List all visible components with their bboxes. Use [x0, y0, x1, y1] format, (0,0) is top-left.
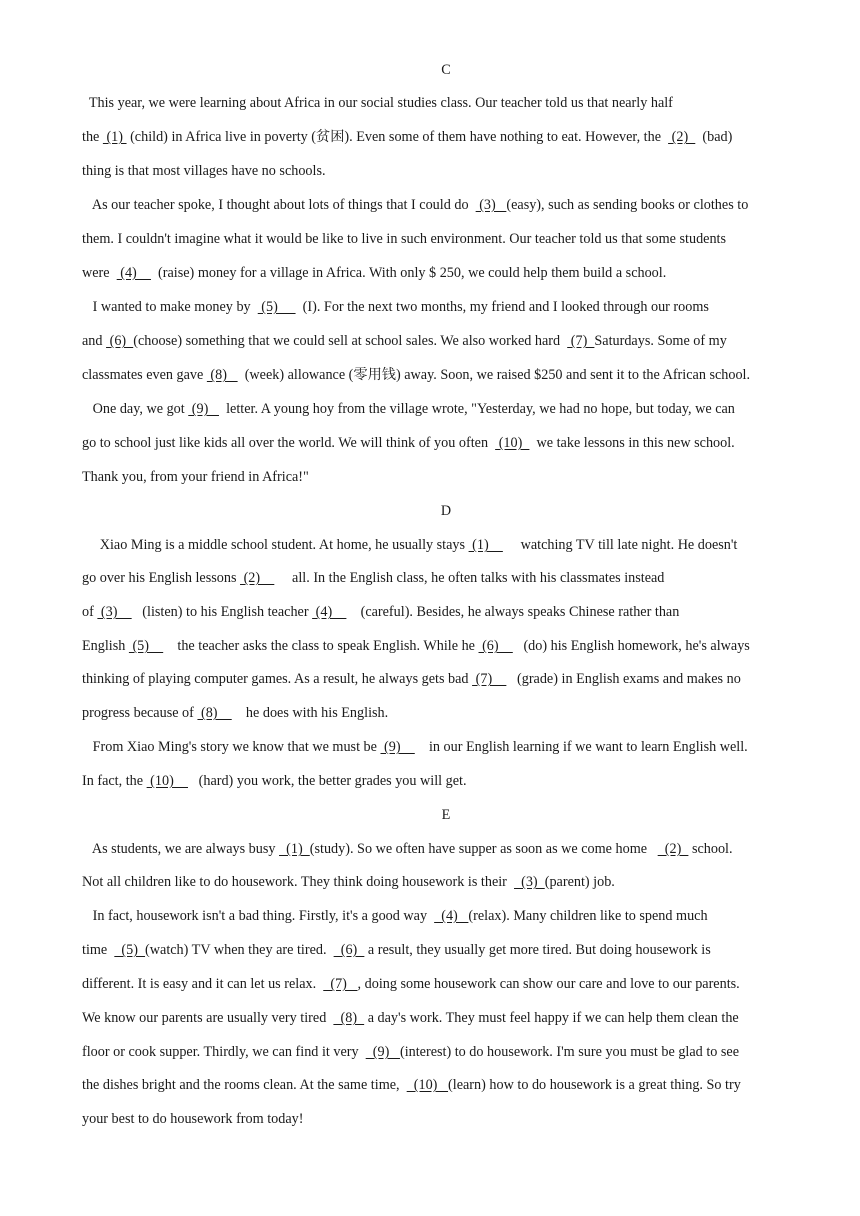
answer-blank: (1): [102, 129, 127, 145]
answer-blank: (5): [128, 638, 164, 654]
text-segment: (choose) something that we could sell at school sales. We also worked hard: [133, 333, 568, 349]
text-line: [82, 1109, 303, 1129]
text-segment: watching TV till late night. He doesn't: [502, 537, 738, 553]
text-segment: This year, we were learning about Africa in our social studies class. Our teacher told us that nearly half: [82, 95, 673, 111]
answer-blank: (1): [279, 841, 310, 857]
text-line: [82, 872, 615, 892]
answer-blank: (5): [114, 942, 146, 958]
text-line: [82, 940, 711, 960]
text-segment: the dishes bright and the rooms clean. At the same time,: [82, 1077, 407, 1093]
text-segment: (parent) job.: [544, 874, 615, 890]
text-segment: in our English learning if we want to learn English well.: [414, 739, 748, 755]
text-line: [82, 1075, 741, 1095]
text-segment: (I). For the next two months, my friend and I looked through our rooms: [295, 299, 709, 315]
text-segment: (grade) in English exams and makes no: [506, 671, 741, 687]
text-segment: We know our parents are usually very tired: [82, 1010, 334, 1026]
text-segment: he does with his English.: [231, 705, 389, 721]
text-segment: a day's work. They must feel happy if we can help them clean the: [364, 1010, 739, 1026]
text-segment: In fact, the: [82, 773, 147, 789]
text-line: [82, 906, 708, 926]
text-segment: a result, they usually get more tired. But doing housework is: [364, 942, 711, 958]
answer-blank: (3): [514, 874, 545, 890]
text-segment: your best to do housework from today!: [82, 1111, 304, 1127]
text-line: [82, 636, 750, 656]
text-segment: letter. A young hoy from the village wrote, "Yesterday, we had no hope, but today, we can: [218, 401, 735, 417]
text-line: [82, 1008, 739, 1028]
text-segment: Xiao Ming is a middle school student. At home, he usually stays: [82, 537, 469, 553]
text-segment: the teacher asks the class to speak English. While he: [163, 638, 479, 654]
text-segment: , doing some housework can show our care and love to our parents.: [357, 976, 740, 992]
text-segment: (bad): [695, 129, 733, 145]
answer-blank: (8): [197, 705, 232, 721]
answer-blank: (3): [97, 604, 132, 620]
text-line: [82, 737, 748, 757]
text-segment: classmates even gave: [82, 367, 207, 383]
section-heading: C: [441, 62, 451, 78]
answer-blank: (2): [657, 841, 689, 857]
text-line: [82, 839, 733, 859]
answer-blank: (4): [116, 265, 151, 281]
section-heading: D: [440, 503, 452, 519]
text-segment: them. I couldn't imagine what it would be like to live in such environment. Our teacher told us that some students: [82, 231, 727, 247]
text-segment: As students, we are always busy: [82, 841, 280, 857]
answer-blank: (9): [365, 1044, 400, 1060]
answer-blank: (1): [468, 537, 503, 553]
text-line: [82, 602, 679, 622]
text-segment: (raise) money for a village in Africa. With only $ 250, we could help them build a school.: [150, 265, 667, 281]
text-line: [82, 669, 741, 689]
answer-blank: (10): [146, 773, 188, 789]
text-segment: From Xiao Ming's story we know that we must be: [82, 739, 381, 755]
answer-blank: (9): [188, 401, 219, 417]
text-segment: and: [82, 333, 107, 349]
text-line: [82, 297, 709, 317]
answer-blank: (7): [472, 671, 507, 687]
section-heading: E: [441, 807, 451, 823]
answer-blank: (10): [495, 435, 530, 451]
text-segment: English: [82, 638, 129, 654]
text-segment: (study). So we often have supper as soon as we come home: [309, 841, 658, 857]
text-line: [82, 703, 388, 723]
text-segment: Saturdays. Some of my: [594, 333, 727, 349]
answer-blank: (10): [406, 1077, 449, 1093]
text-segment: time: [82, 942, 115, 958]
text-line: [82, 433, 735, 453]
text-segment: school.: [688, 841, 733, 857]
text-line: [82, 161, 326, 181]
text-line: [82, 331, 727, 351]
text-segment: (careful). Besides, he always speaks Chinese rather than: [346, 604, 680, 620]
text-segment: thing is that most villages have no schools.: [82, 163, 326, 179]
text-line: [82, 1042, 739, 1062]
answer-blank: (2): [240, 570, 275, 586]
text-segment: (listen) to his English teacher: [131, 604, 313, 620]
text-segment: the: [82, 129, 103, 145]
answer-blank: (3): [475, 197, 507, 213]
text-line: [82, 771, 467, 791]
text-line: [82, 568, 664, 588]
text-line: [82, 195, 748, 215]
text-segment: were: [82, 265, 117, 281]
text-segment: I wanted to make money by: [82, 299, 258, 315]
answer-blank: (6): [106, 333, 134, 349]
answer-blank: (4): [434, 908, 469, 924]
answer-blank: (4): [312, 604, 347, 620]
text-segment: progress because of: [82, 705, 198, 721]
text-segment: we take lessons in this new school.: [529, 435, 735, 451]
text-segment: (learn) how to do housework is a great thing. So try: [448, 1077, 741, 1093]
text-segment: Thank you, from your friend in Africa!": [82, 469, 309, 485]
text-line: [82, 127, 732, 147]
text-line: [82, 535, 737, 555]
answer-blank: (9): [380, 739, 415, 755]
answer-blank: (6): [333, 942, 365, 958]
text-segment: (easy), such as sending books or clothes to: [506, 197, 749, 213]
answer-blank: (6): [478, 638, 513, 654]
text-segment: (week) allowance (零用钱) away. Soon, we raised $250 and sent it to the African school.: [237, 367, 751, 383]
answer-blank: (8): [333, 1010, 365, 1026]
text-line: [82, 974, 740, 994]
answer-blank: (5): [257, 299, 296, 315]
text-segment: of: [82, 604, 98, 620]
text-segment: different. It is easy and it can let us relax.: [82, 976, 324, 992]
text-segment: (do) his English homework, he's always: [512, 638, 750, 654]
text-segment: One day, we got: [82, 401, 189, 417]
text-segment: thinking of playing computer games. As a result, he always gets bad: [82, 671, 473, 687]
text-line: [82, 229, 726, 249]
text-line: [82, 263, 666, 283]
text-segment: go to school just like kids all over the world. We will think of you often: [82, 435, 496, 451]
text-segment: In fact, housework isn't a bad thing. Firstly, it's a good way: [82, 908, 435, 924]
text-segment: (watch) TV when they are tired.: [145, 942, 334, 958]
answer-blank: (7): [323, 976, 358, 992]
text-line: [82, 365, 750, 385]
text-segment: As our teacher spoke, I thought about lots of things that I could do: [82, 197, 476, 213]
text-segment: floor or cook supper. Thirdly, we can find it very: [82, 1044, 366, 1060]
text-line: [82, 467, 309, 487]
text-line: [82, 399, 735, 419]
text-segment: (relax). Many children like to spend much: [468, 908, 708, 924]
text-segment: (interest) to do housework. I'm sure you must be glad to see: [399, 1044, 740, 1060]
text-line: [82, 93, 673, 113]
answer-blank: (8): [206, 367, 238, 383]
text-segment: (child) in Africa live in poverty (贫困). Even some of them have nothing to eat. However, the: [126, 129, 669, 145]
answer-blank: (2): [668, 129, 696, 145]
text-segment: all. In the English class, he often talks with his classmates instead: [274, 570, 665, 586]
text-segment: go over his English lessons: [82, 570, 241, 586]
text-segment: Not all children like to do housework. They think doing housework is their: [82, 874, 514, 890]
answer-blank: (7): [567, 333, 595, 349]
text-segment: (hard) you work, the better grades you will get.: [187, 773, 467, 789]
